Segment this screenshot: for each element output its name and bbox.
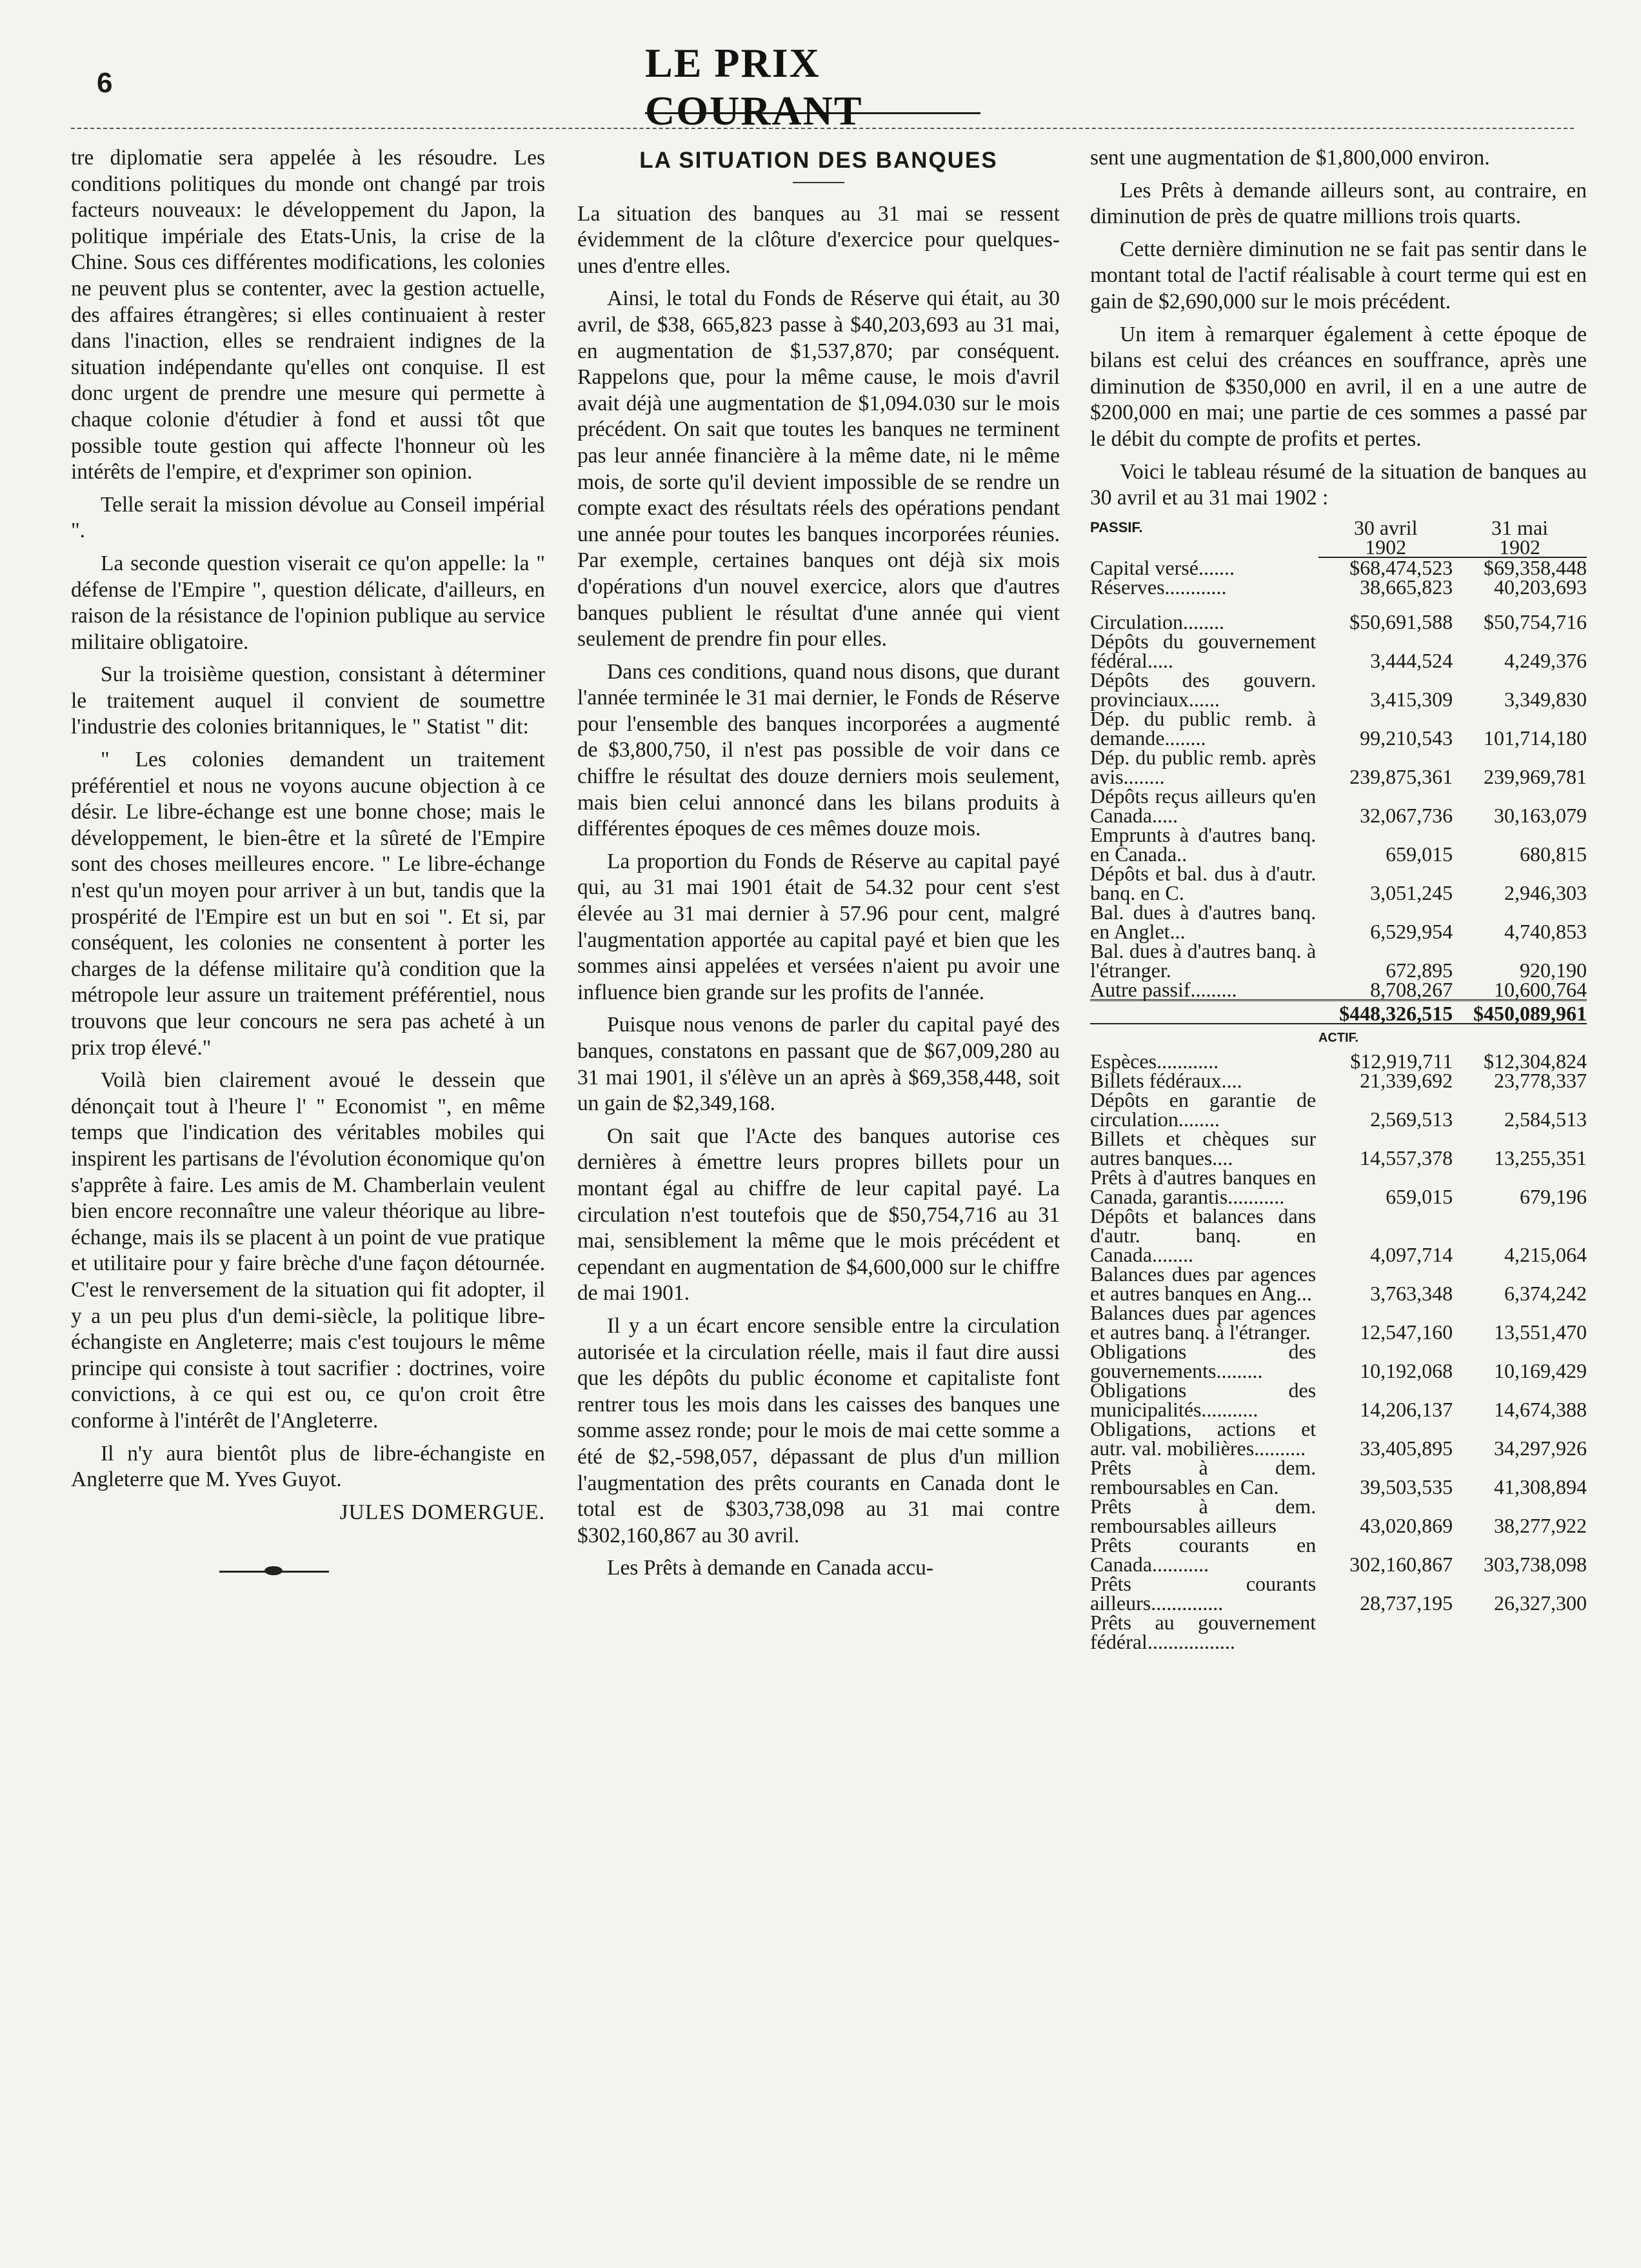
row-label: Prêts courants en Canada........... [1090,1533,1317,1576]
table-row [1090,1497,1587,1535]
value-april: 3,051,245 [1370,880,1453,904]
row-label: Réserves............ [1090,575,1227,599]
paragraph: Telle serait la mission dévolue au Conseil impérial ". [71,492,545,543]
value-april: 239,875,361 [1349,764,1453,788]
value-may: 239,969,781 [1484,764,1587,788]
paragraph: La seconde question viserait ce qu'on appelle: la " défense de l'Empire ", question délicate, d'ailleurs, en raison de la résistance de l'opinion publique au service militaire obligatoire. [71,551,545,654]
value-may: 303,738,098 [1484,1552,1587,1576]
value-may: 13,551,470 [1494,1320,1587,1344]
value-april: 38,665,823 [1360,575,1453,599]
table-row [1090,1342,1587,1380]
value-may: $12,304,824 [1484,1049,1587,1073]
table-row [1090,1458,1587,1497]
table-row [1090,1129,1587,1168]
value-april: 12,547,160 [1360,1320,1453,1344]
table-row [1090,941,1587,980]
total-april: $448,326,515 [1318,1000,1453,1024]
row-label: Espèces............ [1090,1049,1219,1073]
value-may: 10,169,429 [1494,1358,1587,1382]
value-may: 6,374,242 [1504,1281,1587,1305]
value-april: 33,405,895 [1360,1436,1453,1460]
passif-total-row [1090,1000,1587,1024]
paragraph: Ainsi, le total du Fonds de Réserve qui était, au 30 avril, de $38, 665,823 passe à $40,203,693 au 31 mai, en augmentation de $1,537,870; par conséquent. Rappelons que, pour la même cause, le mois d'avril avait déjà une augmentation de $1,094.030 sur le mois précédent. On sait que toutes les banques ne terminent pas leur année financière à la même date, ni le même mois, de sorte qu'il devient impossible de se rendre un compte exact des résultats réels des opérations pendant une année pour toutes les banques incorporées réunies. Par exemple, certaines banques ont déjà six mois d'opérations d'un nouvel exercice, alors que d'autres banques publient le résultat d'une année qui vient seulement de prendre fin pour elles. [577,286,1060,652]
row-label: Prêts à dem. remboursables ailleurs [1090,1494,1317,1537]
paragraph: Un item à remarquer également à cette époque de bilans est celui des créances en souffrance, après une diminution de $350,000 en avril, il en a une autre de $200,000 en mai; une partie de ces sommes a passé par le débit du compte de profits et pertes. [1090,322,1587,451]
column-1 [71,145,545,1575]
paragraph: On sait que l'Acte des banques autorise ces dernières à émettre leurs propres billets pour un montant égal au chiffre de leur capital payé. La circulation n'est toutefois que de $50,754,716 au 31 mai, sensiblement la même que le mois précédent et cependant en augmentation de $4,600,000 sur le chiffre de mai 1901. [577,1124,1060,1306]
value-april: 43,020,869 [1360,1513,1453,1537]
paragraph: Voici le tableau résumé de la situation de banques au 30 avril et au 31 mai 1902 : [1090,459,1587,510]
title-rule [793,182,844,183]
value-may: $69,358,448 [1484,555,1587,579]
row-label: Dépôts et bal. dus à d'autr. banq. en C. [1090,861,1317,904]
paragraph: Puisque nous venons de parler du capital payé des banques, constatons en passant que de $67,009,280 au 31 mai 1901, il s'élève un an après à $69,358,448, soit un gain de $2,349,168. [577,1013,1060,1116]
paragraph: Les Prêts à demande en Canada accu- [607,1556,933,1580]
value-april: $68,474,523 [1349,555,1453,579]
value-april: 6,529,954 [1370,919,1453,943]
masthead-logo: LE PRIX COURANT [645,62,980,114]
row-label: Emprunts à d'autres banq. en Canada.. [1090,822,1317,866]
table-row [1090,612,1587,632]
table-row [1090,1168,1587,1206]
value-april: 2,569,513 [1370,1107,1453,1131]
actif-heading-row [1090,1024,1587,1051]
total-may: $450,089,961 [1453,1000,1587,1024]
value-may: 41,308,894 [1494,1475,1587,1498]
table-row [1090,1535,1587,1574]
row-label: Dépôts reçus ailleurs qu'en Canada..... [1090,784,1317,827]
value-april: 14,206,137 [1360,1397,1453,1421]
value-april: 28,737,195 [1360,1591,1453,1615]
row-label: Prêts à d'autres banques en Canada, garantis........... [1090,1165,1317,1208]
row-label: Obligations des gouvernements......... [1090,1339,1317,1382]
value-april: $50,691,588 [1349,610,1453,633]
value-april: 10,192,068 [1360,1358,1453,1382]
author-signature: JULES DOMERGUE. [339,1500,545,1524]
row-label: Prêts à dem. remboursables en Can. [1090,1455,1317,1498]
paragraph: Voilà bien clairement avoué le dessein que dénonçait tout à l'heure l' " Economist ", en même temps que l'indication des véritables mobiles qui inspirent les partisans de l'évolution économique qu'on s'apprête à faire. Les amis de M. Chamberlain veulent bien encore reconnaître une valeur théorique au libre-échange, mais ils se placent à un point de vue pratique et utilitaire pour y faire brèche d'une façon détournée. C'est le renversement de la situation qui fit adopter, il y a un peu plus d'un demi-siècle, la politique libre-échangiste en Angleterre; mais c'est toujours le même principe qui consiste à tout sacrifier : doctrines, voire convictions, à ce qui est ou, ce qu'on croit être conforme à l'intérêt de l'Angleterre. [71,1068,545,1433]
value-april: 21,339,692 [1360,1068,1453,1092]
paragraph: Sur la troisième question, consistant à déterminer le traitement auquel il convient de soumettre l'industrie des colonies britanniques, le " Statist " dit: [71,662,545,739]
value-april: 39,503,535 [1360,1475,1453,1498]
row-label: Billets fédéraux.... [1090,1068,1242,1092]
value-may [1453,1613,1587,1651]
table-row [1090,670,1587,709]
value-may: 4,215,064 [1504,1242,1587,1266]
value-april: 3,415,309 [1370,687,1453,711]
blank-cell [1090,537,1318,557]
table-row [1090,980,1587,1000]
value-may: 23,778,337 [1494,1068,1587,1092]
value-april: 3,444,524 [1370,648,1453,672]
row-label: Dépôts et balances dans d'autr. banq. en Canada........ [1090,1204,1317,1266]
value-may: 30,163,079 [1494,803,1587,827]
value-may: 38,277,922 [1494,1513,1587,1537]
table-row [1090,709,1587,748]
table-row [1090,1380,1587,1419]
table-row [1090,748,1587,786]
value-april: 659,015 [1386,842,1453,866]
value-may: 4,740,853 [1504,919,1587,943]
row-label: Bal. dues à d'autres banq. en Anglet... [1090,900,1317,943]
row-label: Capital versé....... [1090,555,1235,579]
table-year-row [1090,537,1587,557]
paragraph: tre diplomatie sera appelée à les résoudre. Les conditions politiques du monde ont changé par trois facteurs nouveaux: le développement du Japon, la politique impériale des Etats-Unis, la crise de la Chine. Sous ces différentes modifications, les colonies ne peuvent plus se contenter, avec la gestion actuelle, des affaires étrangères; si elles continuaient à rester dans l'inaction, elles se rendraient indignes de la situation indépendante qu'elles ont conquise. Il est donc urgent de prendre une mesure qui permette à chaque colonie d'étudier à fond et aussi tôt que possible toute gestion qui affecte l'honneur où les intérêts de l'empire, et d'exprimer son opinion. [71,146,545,484]
row-label: Obligations des municipalités........... [1090,1378,1317,1421]
row-label: Dépôts du gouvernement fédéral..... [1090,629,1317,672]
value-may: 3,349,830 [1504,687,1587,711]
column-heading-may: 31 mai [1491,515,1549,539]
value-april: 32,067,736 [1360,803,1453,827]
paragraph: sent une augmentation de $1,800,000 environ. [1090,146,1490,170]
row-label: Autre passif......... [1090,977,1237,1001]
paragraph: La proportion du Fonds de Réserve au capital payé qui, au 31 mai 1901 était de 54.32 pour cent s'est élevée au 31 mai dernier à 57.96 pour cent, malgré l'augmentation apportée au capital payé et bien que les sommes ainsi appelées et versées n'aient pu avoir une influence bien grande sur les profits de l'année. [577,849,1060,1004]
table-row [1090,1574,1587,1613]
value-april: 99,210,543 [1360,726,1453,750]
table-row [1090,1206,1587,1264]
value-may: 40,203,693 [1494,575,1587,599]
actif-heading: ACTIF. [1318,1030,1359,1045]
paragraph: Il y a un écart encore sensible entre la circulation autorisée et la circulation réelle, mais il faut dire aussi que les dépôts du public économe et capitaliste font rentrer tous les mois dans les caisses des banques une somme assez ronde; pour le mois de mai cette somme a été de $2,-598,057, dépassant de plus d'un million l'augmentation des prêts courants en Canada dont le total est de $303,738,098 au 31 mai contre $302,160,867 au 30 avril. [577,1313,1060,1547]
table-row [1090,1264,1587,1303]
paragraph: La situation des banques au 31 mai se ressent évidemment de la clôture d'exercice pour quelques-unes d'entre elles. [577,201,1060,278]
table-row [1090,902,1587,941]
row-label: Prêts au gouvernement fédéral................. [1090,1610,1317,1653]
value-april [1318,1613,1453,1651]
value-may: 13,255,351 [1494,1146,1587,1169]
value-may: 14,674,388 [1494,1397,1587,1421]
column-heading-april: 30 avril [1353,515,1418,539]
header-rule [71,128,1574,129]
table-row [1090,577,1587,597]
column-3 [1090,145,1587,1651]
row-label: Dépôts en garantie de circulation........ [1090,1088,1317,1131]
column-2 [577,145,1060,1588]
value-may: 2,946,303 [1504,880,1587,904]
value-april: 659,015 [1386,1184,1453,1208]
blank-cell [1090,1000,1318,1024]
row-label: Circulation........ [1090,610,1224,633]
row-label: Dép. du public remb. à demande........ [1090,706,1317,750]
value-april: 4,097,714 [1370,1242,1453,1266]
table-row [1090,1303,1587,1342]
row-label: Balances dues par agences et autres banques en Ang... [1090,1262,1317,1305]
paragraph: Il n'y aura bientôt plus de libre-échangiste en Angleterre que M. Yves Guyot. [71,1441,545,1492]
value-may: 10,600,764 [1494,977,1587,1001]
value-may: 4,249,376 [1504,648,1587,672]
table-row [1090,1071,1587,1090]
paragraph: Les Prêts à demande ailleurs sont, au contraire, en diminution de près de quatre millions trois quarts. [1090,178,1587,229]
table-header-row [1090,518,1587,537]
row-label: Bal. dues à d'autres banq. à l'étranger. [1090,939,1317,982]
value-april: 8,708,267 [1370,977,1453,1001]
value-may: 26,327,300 [1494,1591,1587,1615]
row-label: Dép. du public remb. après avis........ [1090,745,1317,788]
value-april: 302,160,867 [1349,1552,1453,1576]
value-april: 14,557,378 [1360,1146,1453,1169]
paragraph: Cette dernière diminution ne se fait pas sentir dans le montant total de l'actif réalisable à court terme qui est en gain de $2,690,000 sur le mois précédent. [1090,237,1587,313]
table-row [1090,1051,1587,1071]
year-may: 1902 [1453,537,1587,557]
value-may: 680,815 [1520,842,1587,866]
table-row [1090,864,1587,902]
paragraph: Dans ces conditions, quand nous disons, que durant l'année terminée le 31 mai dernier, le Fonds de Réserve pour l'ensemble des banques incorporées a augmenté de $3,800,750, il n'est pas possible de voir dans ce chiffre le résultat des douze derniers mois seulement, mais bien celui annoncé dans les bilans produits à différentes époques de ces mêmes douze mois. [577,659,1060,841]
row-label: Billets et chèques sur autres banques.... [1090,1126,1317,1169]
table-row [1090,1090,1587,1129]
value-may: 679,196 [1520,1184,1587,1208]
value-april: 672,895 [1386,958,1453,982]
page-number: 6 [97,67,113,99]
table-row [1090,557,1587,577]
year-april: 1902 [1318,537,1453,557]
table-row [1090,1419,1587,1458]
table-row [1090,1613,1587,1651]
passif-heading: PASSIF. [1090,519,1143,535]
row-label: Dépôts des gouvern. provinciaux...... [1090,668,1317,711]
row-label: Obligations, actions et autr. val. mobilières.......... [1090,1417,1317,1460]
value-may: 101,714,180 [1484,726,1587,750]
bank-statement-table [1090,515,1587,1653]
article-title: LA SITUATION DES BANQUES [639,148,998,173]
value-may: 2,584,513 [1504,1107,1587,1131]
row-label: Balances dues par agences et autres banq. à l'étranger. [1090,1300,1317,1344]
row-label: Prêts courants ailleurs.............. [1090,1571,1317,1615]
value-april: $12,919,711 [1350,1049,1453,1073]
table-row [1090,825,1587,864]
paragraph: " Les colonies demandent un traitement préférentiel et nous ne voyons aucune objection à ce désir. Le libre-échange est une bonne chose; mais le développement, le bien-être et la sûreté de l'Empire sont des choses meilleures encore. " Le libre-échange n'est qu'un moyen pour arriver à un but, tandis que la prospérité de l'Empire est un but en soi ". Et si, par conséquent, les colonies ne consentent à porter les charges de la défense militaire qu'à condition que la métropole leur assure un traitement préférentiel, nous trouvons que leur concours ne sera pas acheté à un prix trop élevé." [71,748,545,1060]
table-row [1090,786,1587,825]
value-may: 34,297,926 [1494,1436,1587,1460]
end-ornament [219,1571,329,1575]
value-may: $50,754,716 [1484,610,1587,633]
value-may: 920,190 [1520,958,1587,982]
value-april: 3,763,348 [1370,1281,1453,1305]
table-row [1090,632,1587,670]
